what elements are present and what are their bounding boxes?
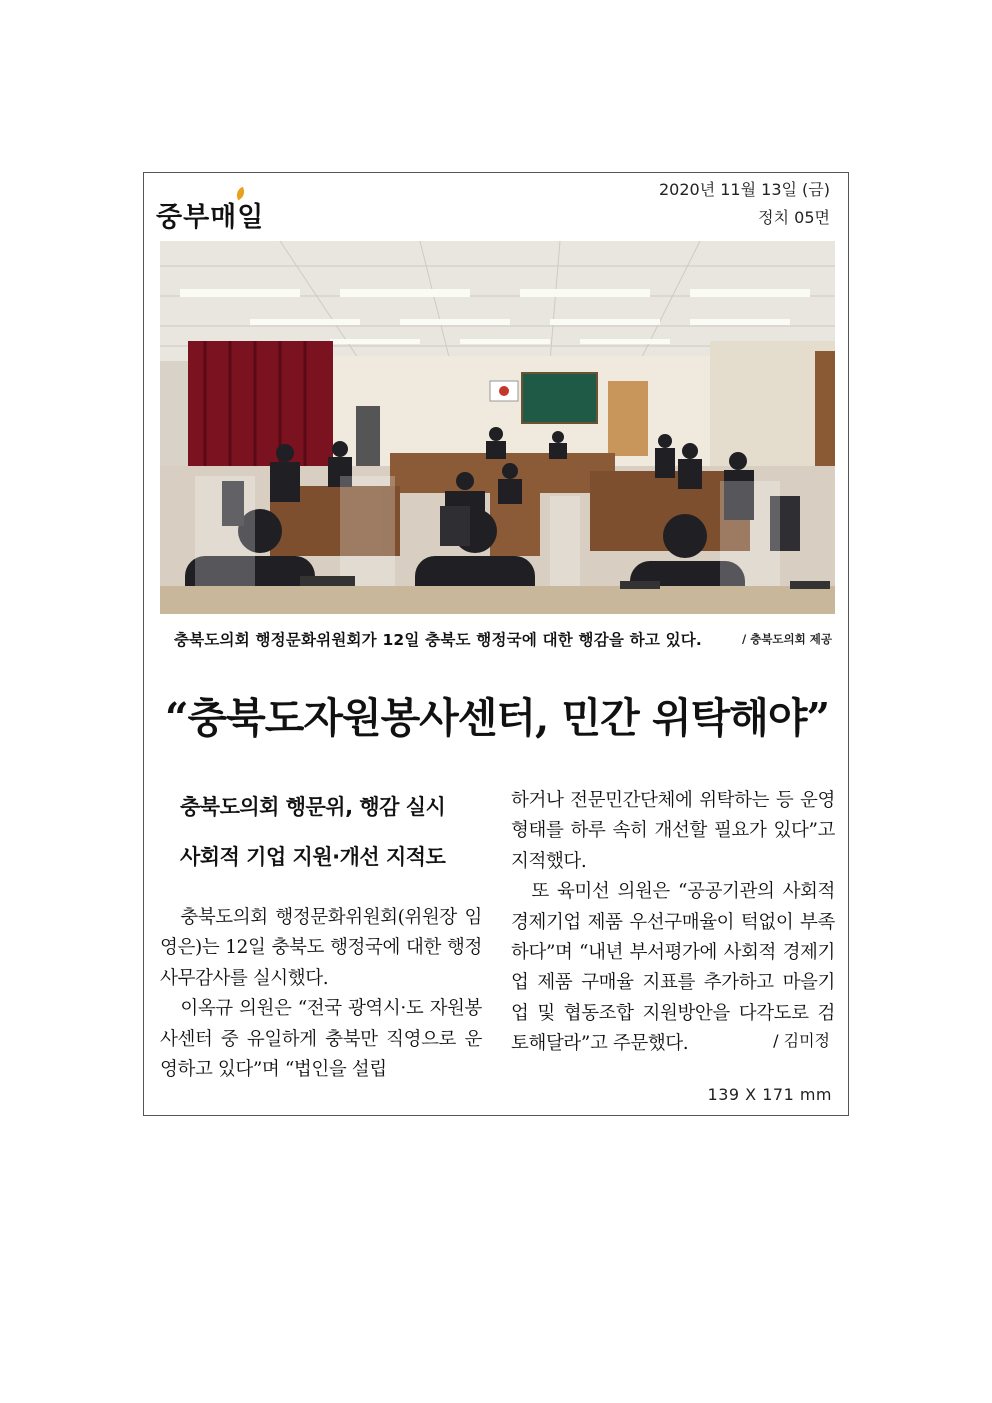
article-body-right (511, 786, 835, 1060)
newspaper-clipping (143, 172, 849, 1116)
logo-leaf-icon (234, 187, 246, 200)
publication-date: 2020년 11월 13일 (금) (658, 180, 830, 199)
paragraph: 이옥규 의원은 “전국 광역시·도 자원봉사센터 중 유일하게 충북만 직영으로 운영하고 있다”며 “법인을 설립 (160, 998, 482, 1081)
article-headline: “충북도자원봉사센터, 민간 위탁해야” (164, 694, 830, 742)
subheadline-2: 사회적 기업 지원·개선 지적도 (180, 845, 446, 869)
newspaper-logo: 중부매일 (156, 195, 264, 234)
publication-page: 정치 05면 (758, 208, 830, 227)
subheadline-1: 충북도의회 행문위, 행감 실시 (180, 795, 446, 819)
byline: / 김미정 (773, 1031, 830, 1050)
article-body-left (160, 903, 482, 1085)
paragraph: 하거나 전문민간단체에 위탁하는 등 운영형태를 하루 속히 개선할 필요가 있다”고 지적했다. (511, 790, 835, 872)
article-photo (160, 241, 835, 614)
photo-credit: / 충북도의회 제공 (742, 632, 832, 646)
paragraph: 또 육미선 의원은 “공공기관의 사회적 경제기업 제품 우선구매율이 턱없이 부족하다”며 “내년 부서평가에 사회적 경제기업 제품 구매율 지표를 추가하고 마을기업 및 협동조합 지원방안을 다각도로 검토해달라”고 주문했다. (511, 881, 835, 1055)
photo-caption: 충북도의회 행정문화위원회가 12일 충북도 행정국에 대한 행감을 하고 있다. (174, 631, 703, 649)
paragraph: 충북도의회 행정문화위원회(위원장 임영은)는 12일 충북도 행정국에 대한 행정사무감사를 실시했다. (160, 907, 482, 989)
clipping-size: 139 X 171 mm (707, 1085, 832, 1104)
